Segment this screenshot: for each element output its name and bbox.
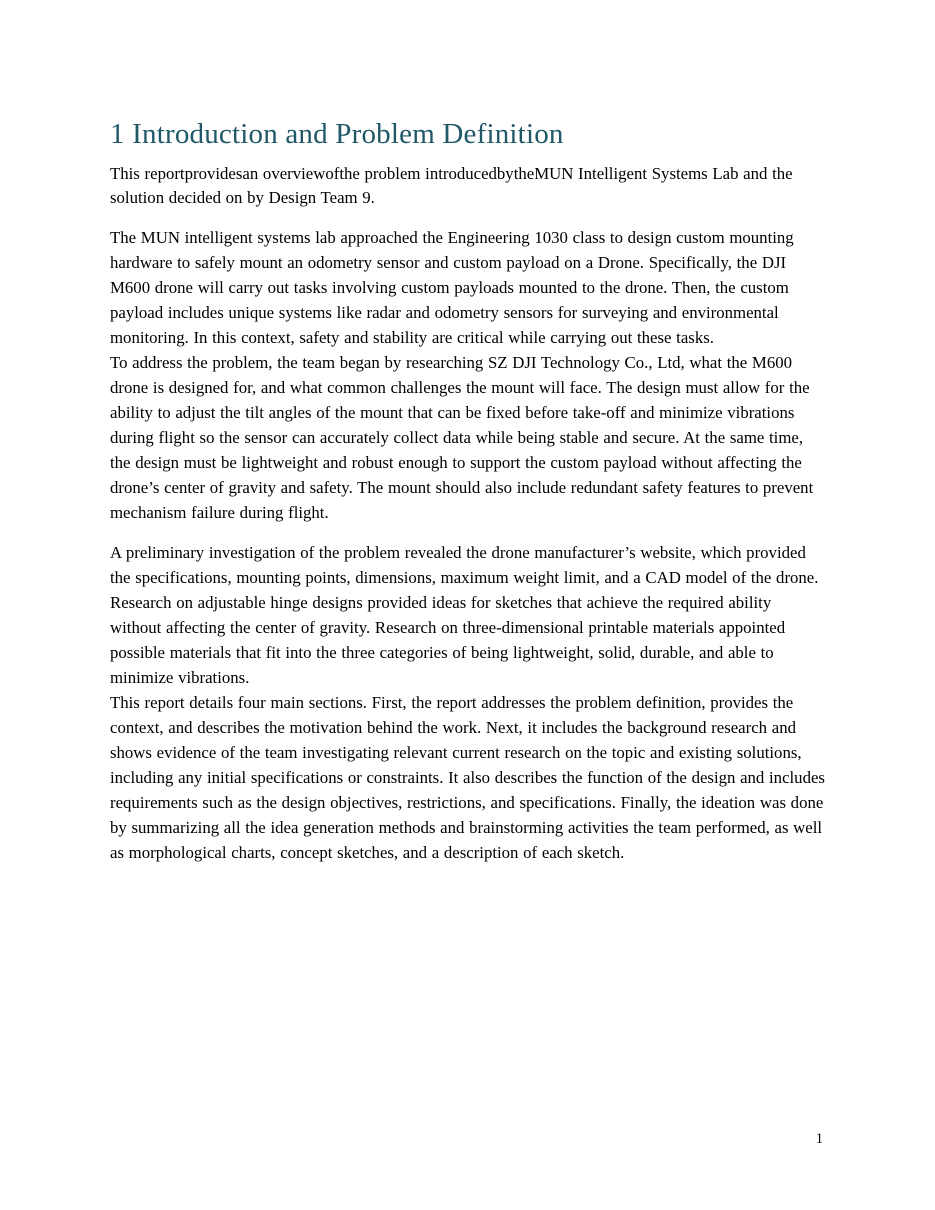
paragraph-report-structure: This report details four main sections. First, the report addresses the problem definition, provides the context, and describes the motivation behind the work. Next, it includes the background research and shows evidence of the team investigating relevant current research on the topic and existing solutions, including any initial specifications or constraints. It also describes the function of the design and includes requirements such as the design objectives, restrictions, and specifications. Finally, the ideation was done by summarizing all the idea generation methods and brainstorming activities the team performed, as well as morphological charts, concept sketches, and a description of each sketch. xyxy=(110,693,825,863)
page-number: 1 xyxy=(815,1131,823,1147)
paragraph-approach: To address the problem, the team began by researching SZ DJI Technology Co., Ltd, what the M600 drone is designed for, and what common challenges the mount will face. The design must allow for the ability to adjust the tilt angles of the mount that can be fixed before take-off and minimize vibrations during flight so the sensor can accurately collect data while being stable and secure. At the same time, the design must be lightweight and robust enough to support the custom payload without affecting the drone’s center of gravity and safety. The mount should also include redundant safety features to prevent mechanism failure during flight. xyxy=(110,353,814,523)
paragraph-intro: This reportprovidesan overviewofthe problem introducedbytheMUN Intelligent Systems Lab and the solution decided on by Design Team 9. xyxy=(110,164,793,208)
paragraph-context: The MUN intelligent systems lab approached the Engineering 1030 class to design custom mounting hardware to safely mount an odometry sensor and custom payload on a Drone. Specifically, the DJI M600 drone will carry out tasks involving custom payloads mounted to the drone. Then, the custom payload includes unique systems like radar and odometry sensors for surveying and environmental monitoring. In this context, safety and stability are critical while carrying out these tasks. xyxy=(110,228,794,348)
paragraph-investigation: A preliminary investigation of the problem revealed the drone manufacturer’s website, which provided the specifications, mounting points, dimensions, maximum weight limit, and a CAD model of the drone. Research on adjustable hinge designs provided ideas for sketches that achieve the required ability without affecting the center of gravity. Research on three-dimensional printable materials appointed possible materials that fit into the three categories of being lightweight, solid, durable, and able to minimize vibrations. xyxy=(110,543,819,688)
section-heading: 1 Introduction and Problem Definition xyxy=(110,118,564,150)
